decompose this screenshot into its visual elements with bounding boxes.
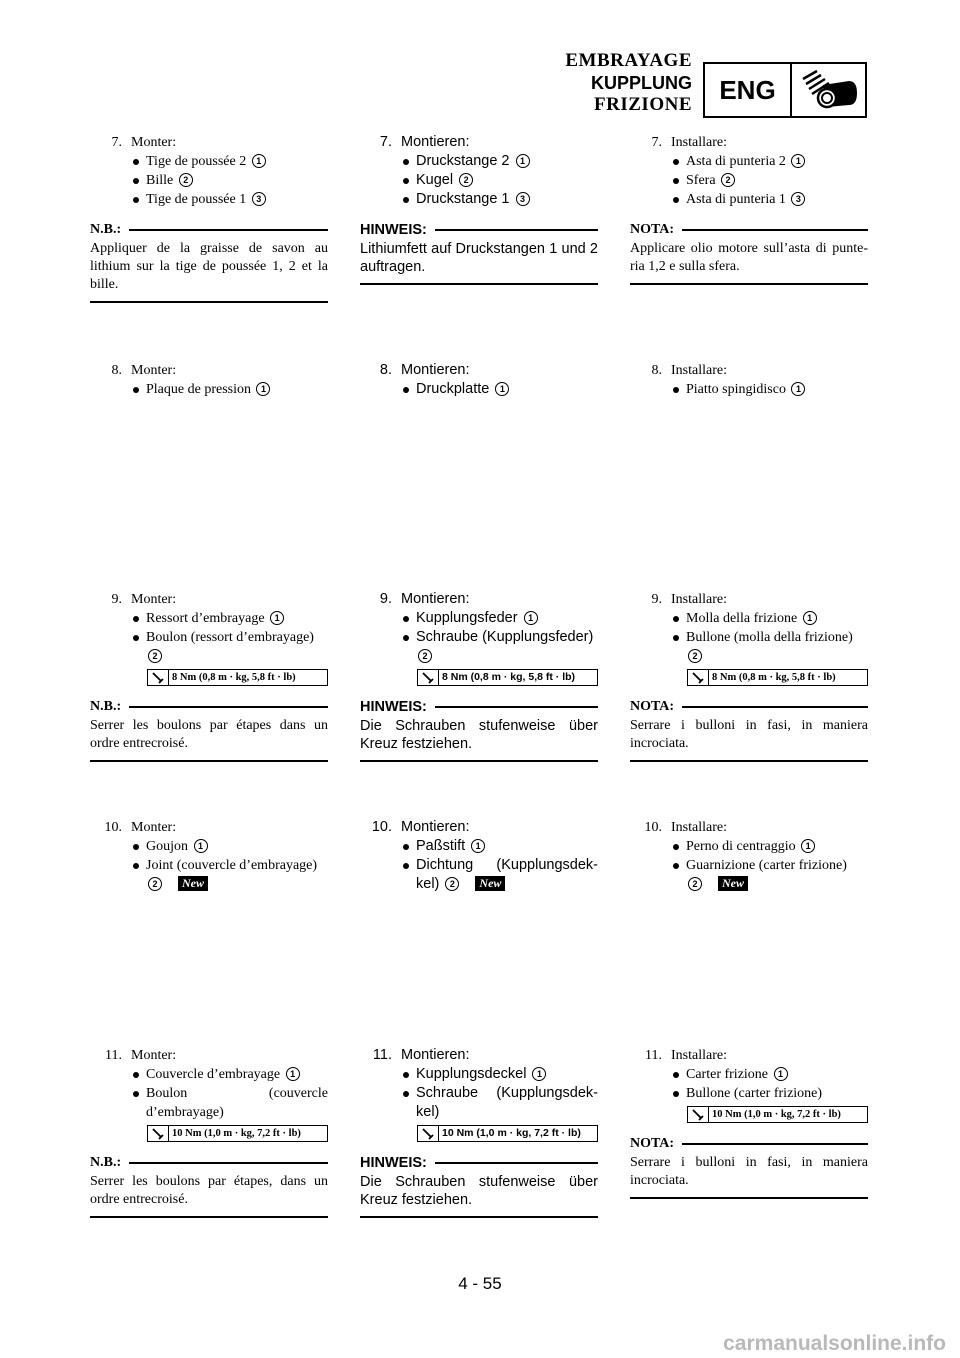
torque-spec	[687, 669, 868, 686]
engine-section-badge	[703, 62, 867, 118]
callout-number: 2	[688, 649, 702, 663]
section-title-it: FRIZIONE	[594, 94, 692, 115]
note-label: NOTA:	[630, 699, 675, 714]
list-item: Schraube (Kupplungsdek-kel)	[360, 1084, 598, 1122]
callout-number: 1	[194, 839, 208, 853]
step-title: Installare:	[671, 1048, 727, 1063]
note-label: N.B.:	[90, 699, 122, 714]
note-text: Lithiumfett auf Druckstangen 1 und 2 auftragen.	[360, 241, 598, 275]
callout-number: 3	[252, 192, 266, 206]
callout-number: 1	[532, 1067, 546, 1081]
note-label: HINWEIS:	[360, 1155, 427, 1171]
step-8-fr	[90, 361, 328, 399]
torque-value: 10 Nm (1,0 m · kg, 7,2 ft · lb)	[172, 1128, 301, 1139]
step-11-it	[630, 1046, 868, 1199]
section-title-de: KUPPLUNG	[590, 73, 692, 93]
step-title: Monter:	[131, 135, 177, 150]
list-item: Bille 2	[90, 171, 328, 190]
torque-spec	[147, 669, 328, 686]
step-title: Monter:	[131, 592, 177, 607]
callout-number: 1	[791, 154, 805, 168]
callout-number: 1	[516, 154, 530, 168]
step-title: Montieren:	[401, 362, 470, 378]
callout-number: 2	[148, 649, 162, 663]
step-7-fr	[90, 133, 328, 303]
lang-badge: ENG	[705, 64, 792, 116]
list-item: Bullone (molla della frizione) 2	[630, 628, 868, 666]
list-item: Tige de poussée 1 3	[90, 190, 328, 209]
note-label: HINWEIS:	[360, 699, 427, 715]
wrench-icon	[688, 1107, 709, 1122]
step-title: Montieren:	[401, 591, 470, 607]
torque-spec	[417, 669, 598, 686]
note-label: N.B.:	[90, 222, 122, 237]
new-part-badge: New	[475, 876, 505, 891]
callout-number: 1	[774, 1067, 788, 1081]
step-10-it	[630, 818, 868, 894]
note-box	[90, 1155, 328, 1218]
section-title-fr: EMBRAYAGE	[565, 50, 692, 71]
note-box	[360, 222, 598, 285]
step-number: 9.	[651, 592, 662, 607]
step-7-it	[630, 133, 868, 285]
list-item: Carter frizione 1	[630, 1065, 868, 1084]
list-item: Molla della frizione 1	[630, 609, 868, 628]
list-item: Asta di punteria 1 3	[630, 190, 868, 209]
note-text: Serrer les boulons par étapes dans un ordre entrecroisé.	[90, 718, 328, 751]
step-title: Installare:	[671, 135, 727, 150]
new-part-badge: New	[178, 876, 208, 891]
note-box	[630, 1136, 868, 1199]
list-item: Druckstange 1 3	[360, 190, 598, 209]
note-label: HINWEIS:	[360, 222, 427, 238]
list-item: Plaque de pression 1	[90, 380, 328, 399]
note-label: N.B.:	[90, 1155, 122, 1170]
callout-number: 3	[516, 192, 530, 206]
step-7-de	[360, 133, 598, 285]
torque-value: 8 Nm (0,8 m · kg, 5,8 ft · lb)	[172, 672, 296, 683]
callout-number: 1	[791, 382, 805, 396]
torque-spec	[687, 1106, 868, 1123]
note-box	[360, 1155, 598, 1218]
callout-number: 2	[179, 173, 193, 187]
callout-number: 1	[286, 1067, 300, 1081]
step-number: 8.	[111, 363, 122, 378]
note-box	[90, 222, 328, 303]
note-box	[360, 699, 598, 762]
note-text: Applicare olio motore sull’asta di punte-ria 1,2 e sulla sfera.	[630, 241, 868, 274]
list-item: Boulon (couvercle d’embrayage)	[90, 1084, 328, 1122]
note-box	[90, 699, 328, 762]
note-box	[630, 222, 868, 285]
step-number: 8.	[379, 362, 392, 378]
list-item: Joint (couvercle d’embrayage) 2 New	[90, 856, 328, 894]
step-10-fr	[90, 818, 328, 894]
list-item: Guarnizione (carter frizione) 2 New	[630, 856, 868, 894]
step-number: 11.	[645, 1048, 662, 1063]
callout-number: 1	[256, 382, 270, 396]
list-item: Sfera 2	[630, 171, 868, 190]
list-item: Paßstift 1	[360, 837, 598, 856]
torque-value: 8 Nm (0,8 m · kg, 5,8 ft · lb)	[712, 672, 836, 683]
torque-value: 8 Nm (0,8 m · kg, 5,8 ft · lb)	[442, 671, 576, 683]
callout-number: 3	[791, 192, 805, 206]
list-item: Boulon (ressort d’embrayage) 2	[90, 628, 328, 666]
list-item: Piatto spingidisco 1	[630, 380, 868, 399]
note-text: Serrare i bulloni in fasi, in maniera incrociata.	[630, 718, 868, 751]
callout-number: 1	[495, 382, 509, 396]
callout-number: 1	[471, 839, 485, 853]
torque-value: 10 Nm (1,0 m · kg, 7,2 ft · lb)	[442, 1127, 581, 1139]
step-8-it	[630, 361, 868, 399]
step-9-de	[360, 590, 598, 762]
wrench-icon	[148, 670, 169, 685]
note-text: Appliquer de la graisse de savon au lithium sur la tige de poussée 1, 2 et la bille.	[90, 241, 328, 292]
list-item: Bullone (carter frizione)	[630, 1084, 868, 1103]
watermark: carmanualsonline.info	[723, 1332, 946, 1355]
step-11-de	[360, 1046, 598, 1218]
step-title: Installare:	[671, 363, 727, 378]
list-item: Perno di centraggio 1	[630, 837, 868, 856]
step-title: Installare:	[671, 820, 727, 835]
callout-number: 1	[801, 839, 815, 853]
step-10-de	[360, 818, 598, 894]
step-title: Montieren:	[401, 1047, 470, 1063]
callout-number: 1	[803, 611, 817, 625]
step-number: 9.	[111, 592, 122, 607]
callout-number: 2	[459, 173, 473, 187]
callout-number: 2	[445, 877, 459, 891]
step-number: 8.	[651, 363, 662, 378]
step-title: Montieren:	[401, 134, 470, 150]
callout-number: 1	[270, 611, 284, 625]
step-11-fr	[90, 1046, 328, 1218]
torque-spec	[417, 1125, 598, 1142]
step-title: Installare:	[671, 592, 727, 607]
list-item: Kugel 2	[360, 171, 598, 190]
note-text: Serrer les boulons par étapes, dans un ordre entrecroisé.	[90, 1174, 328, 1207]
step-number: 10.	[644, 820, 662, 835]
torque-value: 10 Nm (1,0 m · kg, 7,2 ft · lb)	[712, 1109, 841, 1120]
callout-number: 2	[148, 877, 162, 891]
list-item: Druckplatte 1	[360, 380, 598, 399]
note-text: Die Schrauben stufenweise über Kreuz festziehen.	[360, 1174, 598, 1208]
step-number: 7.	[111, 135, 122, 150]
page-number: 4 - 55	[458, 1274, 502, 1293]
wrench-icon	[418, 1126, 439, 1141]
step-title: Monter:	[131, 363, 177, 378]
list-item: Goujon 1	[90, 837, 328, 856]
note-text: Die Schrauben stufenweise über Kreuz festziehen.	[360, 718, 598, 752]
callout-number: 1	[252, 154, 266, 168]
step-9-fr	[90, 590, 328, 762]
step-number: 7.	[379, 134, 392, 150]
section-titles	[565, 50, 692, 116]
step-number: 9.	[379, 591, 392, 607]
callout-number: 1	[524, 611, 538, 625]
callout-number: 2	[418, 649, 432, 663]
list-item: Druckstange 2 1	[360, 152, 598, 171]
step-number: 10.	[104, 820, 122, 835]
step-9-it	[630, 590, 868, 762]
list-item: Schraube (Kupplungsfeder) 2	[360, 628, 598, 666]
step-title: Montieren:	[401, 819, 470, 835]
list-item: Ressort d’embrayage 1	[90, 609, 328, 628]
step-number: 11.	[105, 1048, 122, 1063]
list-item: Asta di punteria 2 1	[630, 152, 868, 171]
wrench-icon	[148, 1126, 169, 1141]
note-label: NOTA:	[630, 1136, 675, 1151]
note-text: Serrare i bulloni in fasi, in maniera incrociata.	[630, 1155, 868, 1188]
step-number: 7.	[651, 135, 662, 150]
list-item: Kupplungsdeckel 1	[360, 1065, 598, 1084]
callout-number: 2	[688, 877, 702, 891]
note-box	[630, 699, 868, 762]
engine-icon	[792, 64, 865, 116]
step-number: 11.	[372, 1047, 392, 1063]
wrench-icon	[418, 670, 439, 685]
note-label: NOTA:	[630, 222, 675, 237]
torque-spec	[147, 1125, 328, 1142]
callout-number: 2	[721, 173, 735, 187]
step-title: Monter:	[131, 1048, 177, 1063]
list-item: Dichtung (Kupplungsdek-kel) 2 New	[360, 856, 598, 894]
list-item: Tige de poussée 2 1	[90, 152, 328, 171]
step-title: Monter:	[131, 820, 177, 835]
step-number: 10.	[371, 819, 392, 835]
step-8-de	[360, 361, 598, 399]
wrench-icon	[688, 670, 709, 685]
list-item: Couvercle d’embrayage 1	[90, 1065, 328, 1084]
list-item: Kupplungsfeder 1	[360, 609, 598, 628]
new-part-badge: New	[718, 876, 748, 891]
